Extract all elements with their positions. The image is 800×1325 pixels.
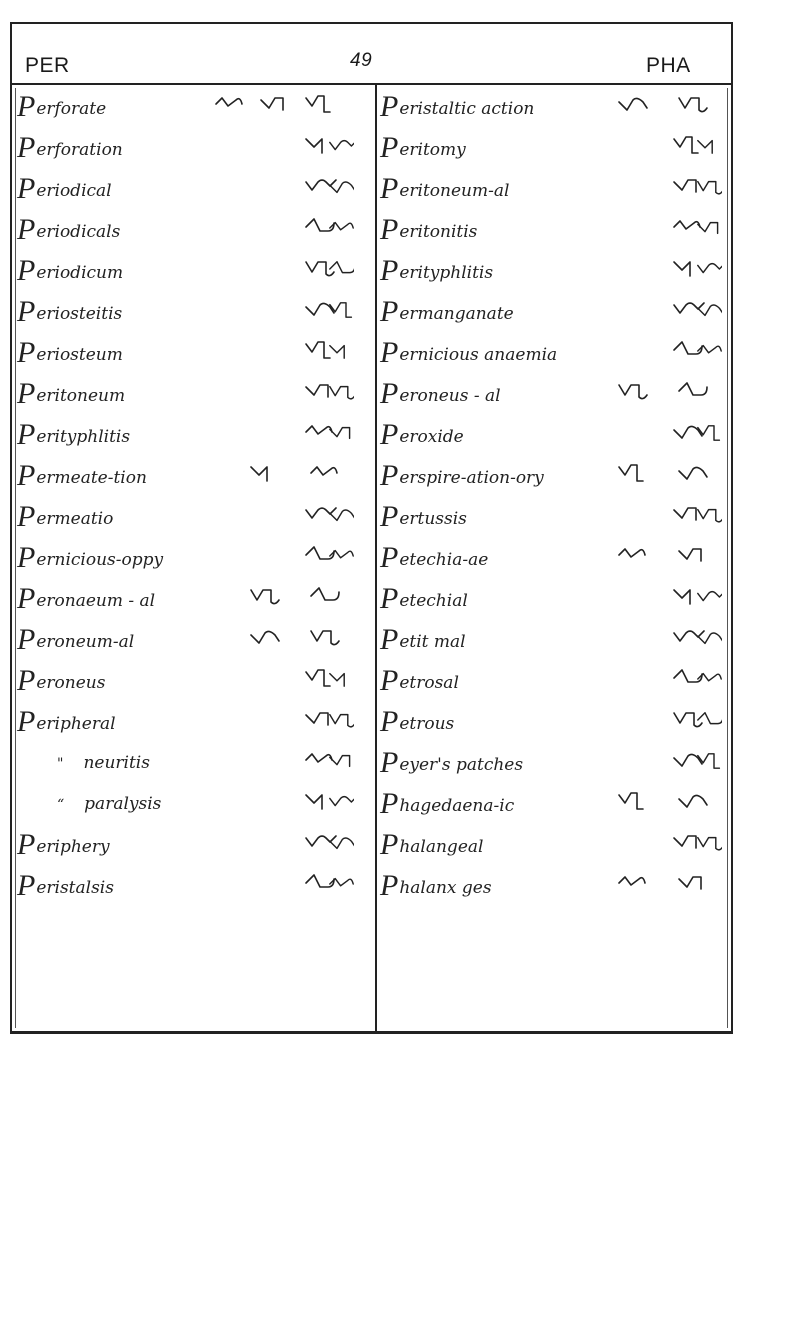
entry-word: Peronaeum - al [17,581,156,615]
entry-word: Peritonitis [380,212,478,246]
entry-row [17,865,372,906]
entry-word: Periodicum [17,253,124,287]
shorthand-outline-icon [302,129,354,165]
entry-row [380,865,735,906]
entry-row [17,86,372,127]
left-margin-rule [15,88,16,1028]
entry-row [17,209,372,250]
entry-row [380,250,735,291]
entry-word: Petit mal [380,622,466,656]
entry-word: Petrous [380,704,455,738]
shorthand-outline-icon [247,621,287,657]
entry-word: “ paralysis [57,793,162,814]
shorthand-outline-icon [302,539,354,575]
shorthand-outline-icon [302,416,354,452]
ditto-mark: “ [57,796,65,813]
entry-word: Petechia-ae [380,540,489,574]
entry-word: Permanganate [380,294,514,328]
shorthand-outline-icon [670,744,722,780]
entry-word: Perforate [17,89,107,123]
shorthand-outline-icon [670,662,722,698]
entry-word: Peritoneum [17,376,126,410]
entry-row [380,783,735,824]
entry-word: Peritoneum-al [380,171,510,205]
entry-row [17,373,372,414]
shorthand-outline-icon [670,703,722,739]
shorthand-outline-icon [302,211,354,247]
shorthand-outline-icon [670,621,722,657]
shorthand-outline-icon [615,867,655,903]
entry-row [380,168,735,209]
shorthand-outline-icon [302,498,354,534]
page-number: 49 [350,50,373,71]
entry-word: Phalangeal [380,827,484,861]
entry-row [17,332,372,373]
entry-word: Perforation [17,130,123,164]
shorthand-outline-icon [247,457,287,493]
shorthand-outline-icon [675,785,715,821]
shorthand-outline-icon [670,334,722,370]
entry-word: Pernicious anaemia [380,335,558,369]
entry-row [380,209,735,250]
shorthand-outline-icon [670,129,722,165]
shorthand-outline-icon [302,662,354,698]
entry-word: Peroneum-al [17,622,135,656]
entry-row [17,414,372,455]
entry-word: Periodicals [17,212,121,246]
shorthand-outline-icon [670,580,722,616]
shorthand-outline-icon [615,375,655,411]
entry-word: Permeate-tion [17,458,147,492]
shorthand-outline-icon [302,334,354,370]
entry-word: Periosteum [17,335,123,369]
entry-word: Peyer's patches [380,745,524,779]
entry-row [17,537,372,578]
entry-word: Peripheral [17,704,116,738]
entry-row [17,824,372,865]
entry-word: Periosteitis [17,294,123,328]
entry-row [17,168,372,209]
shorthand-outline-icon [615,88,655,124]
shorthand-outline-icon [670,293,722,329]
entry-word: Peristalsis [17,868,114,902]
entry-word: Peroneus - al [380,376,501,410]
entry-row [380,824,735,865]
entry-word: Pertussis [380,499,467,533]
shorthand-outline-icon [302,744,354,780]
entry-row [380,537,735,578]
entry-row [380,660,735,701]
entry-word: Petrosal [380,663,459,697]
shorthand-outline-icon [307,580,347,616]
shorthand-outline-icon [615,457,655,493]
entry-word: Pernicious-oppy [17,540,164,574]
entry-row [17,701,372,742]
shorthand-outline-icon [302,252,354,288]
shorthand-outline-icon [670,170,722,206]
guide-word-right: PHA [646,54,691,77]
shorthand-outline-icon [670,252,722,288]
entry-row [17,496,372,537]
shorthand-outline-icon [302,375,354,411]
entry-word: Peroneus [17,663,106,697]
entry-row [380,414,735,455]
entry-row [380,127,735,168]
shorthand-outline-icon [675,375,715,411]
entry-row [17,783,372,824]
entry-word: Petechial [380,581,468,615]
shorthand-outline-icon [615,785,655,821]
shorthand-outline-icon [670,498,722,534]
entry-word: Phagedaena-ic [380,786,515,820]
right-column [380,86,735,906]
entry-word: Peritomy [380,130,466,164]
entry-row [380,701,735,742]
entry-word: Periphery [17,827,110,861]
entry-row [17,578,372,619]
shorthand-outline-icon [675,88,715,124]
shorthand-outline-icon [302,170,354,206]
entry-row [17,660,372,701]
shorthand-outline-icon [307,457,347,493]
shorthand-outline-icon [670,826,722,862]
entry-word: Perityphlitis [17,417,131,451]
entry-word: Perityphlitis [380,253,494,287]
shorthand-outline-icon [670,211,722,247]
shorthand-outline-icon [302,785,354,821]
entry-row [380,742,735,783]
entry-row [380,373,735,414]
entry-row [380,455,735,496]
shorthand-outline-icon [675,867,715,903]
entry-row [380,291,735,332]
guide-word-left: PER [25,54,70,77]
shorthand-outline-icon [212,88,252,124]
entry-row [380,86,735,127]
entry-word: Phalanx ges [380,868,492,902]
entry-row [17,455,372,496]
shorthand-outline-icon [670,416,722,452]
entry-row [17,742,372,783]
entry-row [380,496,735,537]
shorthand-outline-icon [302,293,354,329]
entry-row [17,127,372,168]
entry-row [17,250,372,291]
column-divider [375,84,377,1034]
shorthand-outline-icon [675,539,715,575]
shorthand-outline-icon [302,703,354,739]
ditto-mark: " [57,755,64,772]
shorthand-outline-icon [257,88,297,124]
entry-row [380,619,735,660]
shorthand-outline-icon [302,88,342,124]
entry-word: Periodical [17,171,112,205]
entry-row [17,291,372,332]
entry-row [380,578,735,619]
shorthand-outline-icon [247,580,287,616]
shorthand-outline-icon [302,867,354,903]
entry-word: Perspire-ation-ory [380,458,544,492]
header-rule [10,83,733,85]
entry-word: " neuritis [57,752,150,773]
shorthand-outline-icon [615,539,655,575]
entry-word: Permeatio [17,499,114,533]
entry-row [380,332,735,373]
entry-word: Peristaltic action [380,89,535,123]
left-column [17,86,372,906]
shorthand-outline-icon [307,621,347,657]
entry-row [17,619,372,660]
shorthand-outline-icon [302,826,354,862]
entry-word: Peroxide [380,417,464,451]
shorthand-outline-icon [675,457,715,493]
